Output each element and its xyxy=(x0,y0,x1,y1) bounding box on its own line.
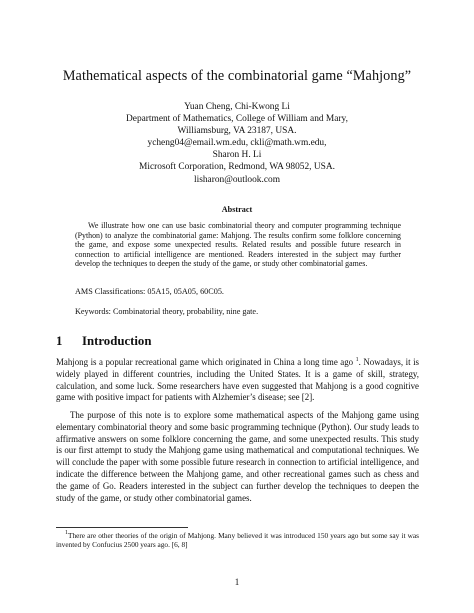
section-title-text: Introduction xyxy=(82,334,152,348)
paragraph-text: Mahjong is a popular recreational game which originated in China a long time ago xyxy=(56,357,356,367)
section-heading xyxy=(56,334,151,349)
intro-paragraph-1 xyxy=(56,357,419,404)
author-block xyxy=(0,101,474,186)
affiliation-line: Department of Mathematics, College of William and Mary, xyxy=(126,114,348,125)
footnote-text: There are other theories of the origin of Mahjong. Many believed it was introduced 150 years ago but some say it was invented by Confucius 2500 years ago. [6, 8] xyxy=(56,531,419,550)
intro-paragraph-2 xyxy=(56,410,419,504)
affiliation-second: Microsoft Corporation, Redmond, WA 98052, USA. xyxy=(139,162,335,173)
ams-classifications: AMS Classifications: 05A15, 05A05, 60C05. xyxy=(75,287,224,296)
footnote-reference[interactable]: 1 xyxy=(355,357,359,363)
abstract-heading: Abstract xyxy=(221,205,253,214)
paragraph-text-continued: . Nowadays, it is widely played in different countries, including the United States. It is a game of skill, strategy, calculation, and some luck. Some researchers have even suggested that Mahjong is a good cognitive game with positive impact for patients with Alzhemier’s disease; see [2]. xyxy=(56,357,419,403)
paper-title: Mathematical aspects of the combinatorial game “Mahjong” xyxy=(62,68,412,84)
footnote-divider xyxy=(56,527,188,528)
paragraph-text: The purpose of this note is to explore some mathematical aspects of the Mahjong game using elementary combinatorial theory and some basic programming technique (Python). Our study leads to affirmative answers on some folklore concerning the game, and some unexpected results. This study is our first attempt to study the Mahjong game using mathematical and computational techniques. We will conclude the paper with some possible future research in connection to artificial intelligence, and indicate the difference between the Mahjong game, and other recreational games such as chess and the game of Go. Readers interested in the subject can further develop the techniques to deepen the study of the game, or study other combinatorial games. xyxy=(56,410,419,503)
section-number: 1 xyxy=(56,334,63,348)
author-names: Yuan Cheng, Chi-Kwong Li xyxy=(184,102,290,112)
author-emails: ycheng04@email.wm.edu, ckli@math.wm.edu, xyxy=(147,138,327,149)
footnote-mark: 1 xyxy=(65,530,68,536)
abstract-text: We illustrate how one can use basic combinatorial theory and computer programming technique (Python) to analyze the combinatorial game: Mahjong. The results confirm some folklore concerning the game, and expose some unexpected results. Related results and possible future research in connection to artificial intelligence are mentioned. Readers interested in the subject may further develop the techniques to deepen the study of the game, or study other combinatorial games. xyxy=(75,221,401,269)
author-email-second: lisharon@outlook.com xyxy=(194,174,280,185)
footnote xyxy=(56,531,419,549)
author-name-second: Sharon H. Li xyxy=(212,150,262,161)
abstract-body xyxy=(75,221,401,269)
keywords-line: Keywords: Combinatorial theory, probability, nine gate. xyxy=(75,307,259,316)
affiliation-address: Williamsburg, VA 23187, USA. xyxy=(177,126,297,137)
page-number: 1 xyxy=(234,577,240,587)
